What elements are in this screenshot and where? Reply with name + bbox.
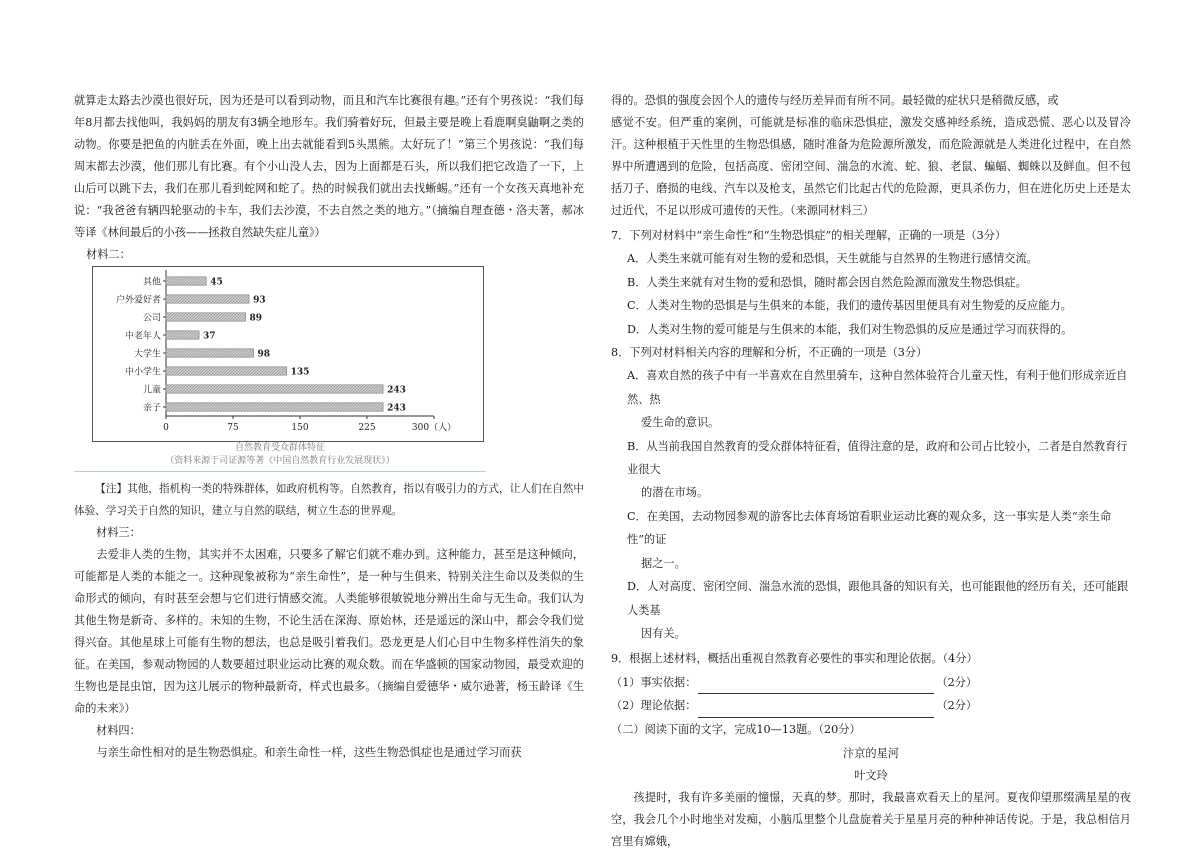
section-2-heading: （二）阅读下面的文字，完成10—13题。（20分） [611, 722, 861, 736]
category-label: 大学生 [133, 349, 161, 360]
q8-option-c[interactable] [611, 505, 1131, 575]
q9-part2-answer-blank[interactable] [698, 703, 934, 718]
value-label: 37 [203, 331, 216, 342]
q8-option-d-line1: D．人对高度、密闭空间、湍急水流的恐惧，跟他具备的知识有关，也可能跟他的经历有关，还可能跟人类基 [627, 580, 1129, 617]
bar-4 [166, 349, 254, 357]
q7-option-b[interactable]: B．人类生来就有对生物的爱和恐惧，随时都会因自然危险源而激发生物恐惧症。 [627, 275, 1027, 289]
value-label: 243 [387, 403, 406, 414]
story-author: 叶文玲 [854, 768, 888, 782]
question-8: 8．下列对材料相关内容的理解和分析，不正确的一项是（3分） [611, 346, 928, 360]
q8-option-b[interactable] [611, 435, 1131, 505]
q9-part2 [611, 694, 1131, 717]
value-label: 98 [257, 349, 271, 360]
q8-option-c-line2: 据之一。 [641, 556, 686, 570]
material4-continued: 感觉不安。但严重的案例，可能就是标准的临床恐惧症，激发交感神经系统，造成恐慌、恶心以及冒冷汗。这种根植于天性里的生物恐惧感，随时准备为危险源所激发，而危险源就是人类进化过程中，在自然界中所遭遇到的危险，包括高度、密闭空间、湍急的水流、蛇、狼、老鼠、蝙蝠、蜘蛛以及鲜血。但不包括刀子、磨损的电线、汽车以及枪支，虽然它们比起古代的危险源，更具杀伤力，但在进化历史上还是太过近代，不足以形成可遗传的天性。（来源同材料三） [611, 116, 1131, 217]
category-label: 户外爱好者 [115, 295, 161, 306]
category-label: 亲子 [142, 403, 161, 414]
question-9: 9．根据上述材料，概括出重视自然教育必要性的事实和理论依据。（4分） [611, 652, 978, 666]
x-tick-label: 225 [358, 423, 376, 433]
q8-option-d-line2: 因有关。 [641, 626, 686, 640]
bar-3 [166, 331, 199, 339]
q8-option-a[interactable] [611, 364, 1131, 434]
q7-option-c[interactable]: C．人类对生物的恐惧是与生俱来的本能，我们的遗传基因里便具有对生物爱的反应能力。 [627, 299, 1072, 313]
story-paragraph-1: 孩提时，我有许多美丽的憧憬，天真的梦。那时，我最喜欢看天上的星河。夏夜仰望那缀满星星的夜空，我会几个小时地坐对发痴，小脑瓜里整个儿盘旋着关于星星月亮的种种神话传说。于是，我总相信月宫里有嫦娥， [611, 790, 1131, 848]
material2-label: 材料二： [86, 248, 131, 261]
bar-6 [166, 385, 383, 393]
bar-7 [166, 403, 383, 411]
value-label: 135 [290, 367, 310, 378]
chart-note: 【注】其他，指机构一类的特殊群体，如政府机构等。自然教育，指以有吸引力的方式，让人们在自然中体验、学习关于自然的知识，建立与自然的联结，树立生态的世界观。 [74, 483, 584, 517]
question-7-options [611, 247, 1131, 341]
material3-label: 材料三： [96, 526, 141, 539]
q8-option-a-line1: A．喜欢自然的孩子中有一半喜欢在自然里骑车，这种自然体验符合儿童天性，有利于他们形成亲近自然、热 [627, 369, 1128, 406]
left-column [74, 90, 584, 764]
q8-option-d[interactable] [611, 575, 1131, 645]
bar-0 [166, 277, 206, 285]
material3-text: 去爱非人类的生物，其实并不太困难，只要多了解它们就不难办到。这种能力，甚至是这种倾向，可能都是人类的本能之一。这种现象被称为“亲生命性”，是一种与生俱来、特别关注生命以及类似的生命形式的倾向，有时甚至会想与它们进行情感交流。人类能够很敏锐地分辨出生命与无生命。我们认为其他生物是新奇、多样的。未知的生物，不论生活在深海、原始林，还是遥远的深山中，都会令我们觉得兴奋。其他星球上可能有生物的想法，也总是吸引着我们。恐龙更是人们心目中生物多样性消失的象征。在美国，参观动物园的人数要超过职业运动比赛的观众数。而在华盛顿的国家动物园，最受欢迎的生物也是昆虫馆，因为这儿展示的物种最新奇，样式也最多。（摘编自爱德华・威尔逊著，杨玉龄译《生命的未来》） [74, 548, 584, 715]
x-tick-label: 300（人） [411, 423, 457, 433]
x-tick-label: 150 [291, 423, 309, 433]
category-label: 中老年人 [124, 331, 161, 342]
bar-5 [166, 367, 287, 375]
q9-part2-score: （2分） [936, 699, 978, 713]
value-label: 89 [249, 313, 263, 324]
q9-part1 [611, 671, 1131, 694]
category-label: 其他 [142, 277, 161, 288]
value-label: 93 [253, 295, 266, 306]
value-label: 243 [387, 385, 406, 396]
x-tick-label: 0 [163, 423, 169, 433]
chart-source: （资料来源于司证源等著《中国自然教育行业发展现状》） [165, 456, 395, 466]
q9-part1-answer-blank[interactable] [698, 679, 934, 694]
q8-option-c-line1: C．在美国，去动物园参观的游客比去体育场馆看职业运动比赛的观众多，这一事实是人类“亲生命性”的证 [627, 509, 1112, 547]
right-column [611, 90, 1131, 853]
value-label: 45 [210, 277, 223, 288]
x-tick-label: 75 [227, 423, 239, 433]
audience-bar-chart [92, 266, 484, 442]
q9-part1-label: （1）事实依据： [611, 675, 697, 689]
material4-label: 材料四： [96, 724, 141, 737]
category-label: 中小学生 [124, 367, 161, 378]
material1-excerpt: 就算走太路去沙漠也很好玩，因为还是可以看到动物，而且和汽车比赛很有趣。”还有个男孩说：“我们每年8月都去找他叫，我妈妈的朋友有3辆全地形车。我们骑着好玩，但最主要是晚上看鹿啊臭鼬啊之类的动物。你要是把鱼的内脏丢在外面，晚上出去就能看到5头黑熊。太好玩了！”第三个男孩说：“我们每周末都去沙漠，他们那儿有比赛。有个小山没人去，因为上面都是石头，所以我们把它改造了一下，上山后可以跳下去，我们在那儿看到蛇网和蛇了。热的时候我们就出去找蜥蜴。”还有一个女孩天真地补充说：“我爸爸有辆四轮驱动的卡车，我们去沙漠，不去自然之类的地方。”（摘编自理查德・洛夫著，郝冰等译《林间最后的小孩——拯救自然缺失症儿童》） [74, 94, 584, 239]
q9-part1-score: （2分） [936, 675, 978, 689]
category-label: 儿童 [142, 385, 161, 396]
q7-option-a[interactable]: A．人类生来就可能有对生物的爱和恐惧，天生就能与自然界的生物进行感情交流。 [627, 252, 1038, 266]
material4-continued-line1: 得的。恐惧的强度会因个人的遗传与经历差异而有所不同。最轻微的症状只是稍微反感，或 [611, 94, 1059, 107]
q8-option-b-line1: B．从当前我国自然教育的受众群体特征看，值得注意的是，政府和公司占比较小，二者是自然教育行业很大 [627, 439, 1128, 477]
material4-text: 与亲生命性相对的是生物恐惧症。和亲生命性一样，这些生物恐惧症也是通过学习而获 [96, 746, 522, 759]
q8-option-b-line2: 的潜在市场。 [641, 486, 709, 500]
q8-option-a-line2: 爱生命的意识。 [641, 416, 720, 430]
story-title: 汴京的星河 [843, 746, 899, 760]
q7-option-d[interactable]: D．人类对生物的爱可能是与生俱来的本能，我们对生物恐惧的反应是通过学习而获得的。 [627, 322, 1073, 336]
chart-svg [92, 266, 484, 442]
q9-part2-label: （2）理论依据： [611, 699, 697, 713]
bar-2 [166, 313, 246, 321]
category-label: 公司 [142, 313, 161, 324]
bar-1 [166, 295, 249, 303]
divider [74, 471, 486, 472]
question-7: 7．下列对材料中“亲生命性”和“生物恐惧症”的相关理解，正确的一项是（3分） [611, 229, 1007, 242]
chart-caption: 自然教育受众群体特征 [234, 443, 325, 453]
